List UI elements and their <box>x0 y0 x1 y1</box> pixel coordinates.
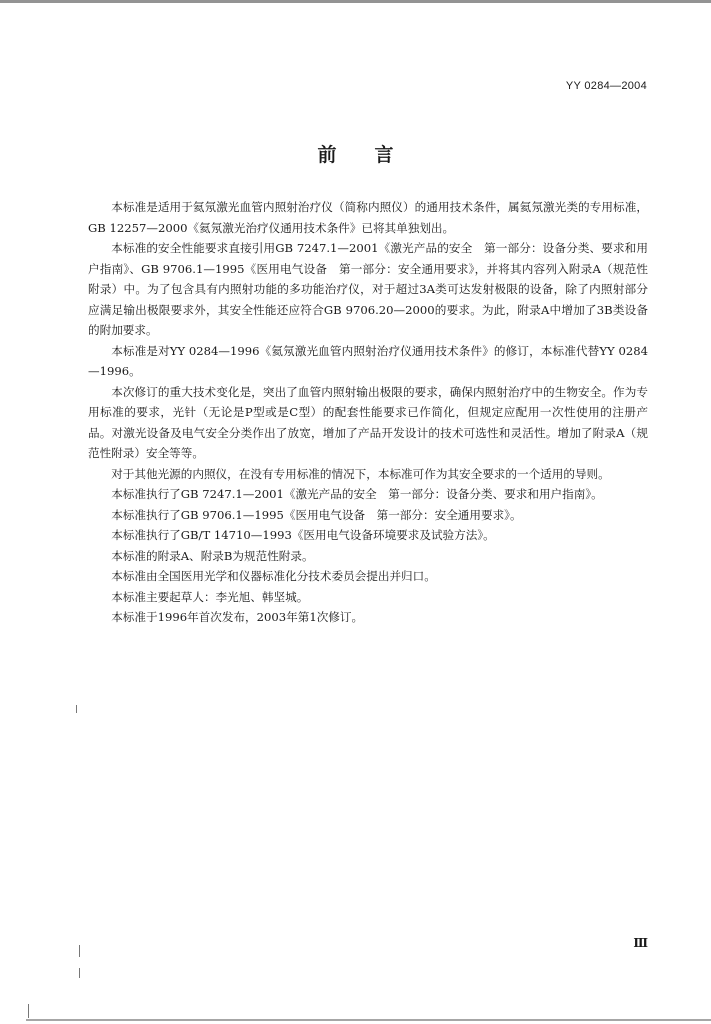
page-number: Ⅲ <box>633 936 649 950</box>
foreword-paragraph: 本标准主要起草人：李光旭、韩坚城。 <box>111 589 309 604</box>
foreword-paragraph: 对于其他光源的内照仪，在没有专用标准的情况下，本标准可作为其安全要求的一个适用的导则。 <box>111 466 610 481</box>
foreword-body <box>88 197 648 628</box>
scan-artifact <box>76 705 77 713</box>
page-title: 前言 <box>317 144 432 166</box>
foreword-paragraph: 本标准是对YY 0284—1996《氦氖激光血管内照射治疗仪通用技术条件》的修订，本标准代替YY 0284—1996。 <box>88 343 648 378</box>
foreword-paragraph: 本标准于1996年首次发布，2003年第1次修订。 <box>111 610 364 624</box>
scan-artifact <box>79 945 80 957</box>
foreword-paragraph: 本标准的安全性能要求直接引用GB 7247.1—2001《激光产品的安全 第一部分：设备分类、要求和用户指南》、GB 9706.1—1995《医用电气设备 第一部分：安全通用要求》，并将其内容列入附录A（规范性附录）中。为了包含具有内照射功能的多功能治疗仪，对于超过3A类可达发射极限的设备，除了内照射部分应满足输出极限要求外，其安全性能还应符合GB 9706.20—2000的要求。为此，附录A中增加了3B类设备的附加要求。 <box>88 241 648 337</box>
scan-artifact <box>28 1004 29 1018</box>
standard-number: YY 0284—2004 <box>565 80 647 92</box>
scan-edge-top <box>0 0 711 3</box>
foreword-paragraph: 本标准执行了GB/T 14710—1993《医用电气设备环境要求及试验方法》。 <box>111 528 495 542</box>
foreword-paragraph: 本标准是适用于氦氖激光血管内照射治疗仪（简称内照仪）的通用技术条件，属氦氖激光类的专用标准，GB 12257—2000《氦氖激光治疗仪通用技术条件》已将其单独划出。 <box>88 200 648 235</box>
scan-artifact <box>79 968 80 978</box>
foreword-paragraph: 本标准执行了GB 9706.1—1995《医用电气设备 第一部分：安全通用要求》。 <box>111 507 522 522</box>
foreword-paragraph: 本次修订的重大技术变化是，突出了血管内照射输出极限的要求，确保内照射治疗中的生物安全。作为专用标准的要求，光针（无论是P型或是C型）的配套性能要求已作简化，但规定应配用一次性使用的注册产品。对激光设备及电气安全分类作出了放宽，增加了产品开发设计的技术可选性和灵活性。增加了附录A（规范性附录）安全等等。 <box>88 384 648 460</box>
scan-edge-bottom <box>26 1019 711 1021</box>
foreword-paragraph: 本标准由全国医用光学和仪器标准化分技术委员会提出并归口。 <box>111 569 436 583</box>
foreword-paragraph: 本标准执行了GB 7247.1—2001《激光产品的安全 第一部分：设备分类、要求和用户指南》。 <box>111 487 603 501</box>
foreword-paragraph: 本标准的附录A、附录B为规范性附录。 <box>111 548 314 563</box>
